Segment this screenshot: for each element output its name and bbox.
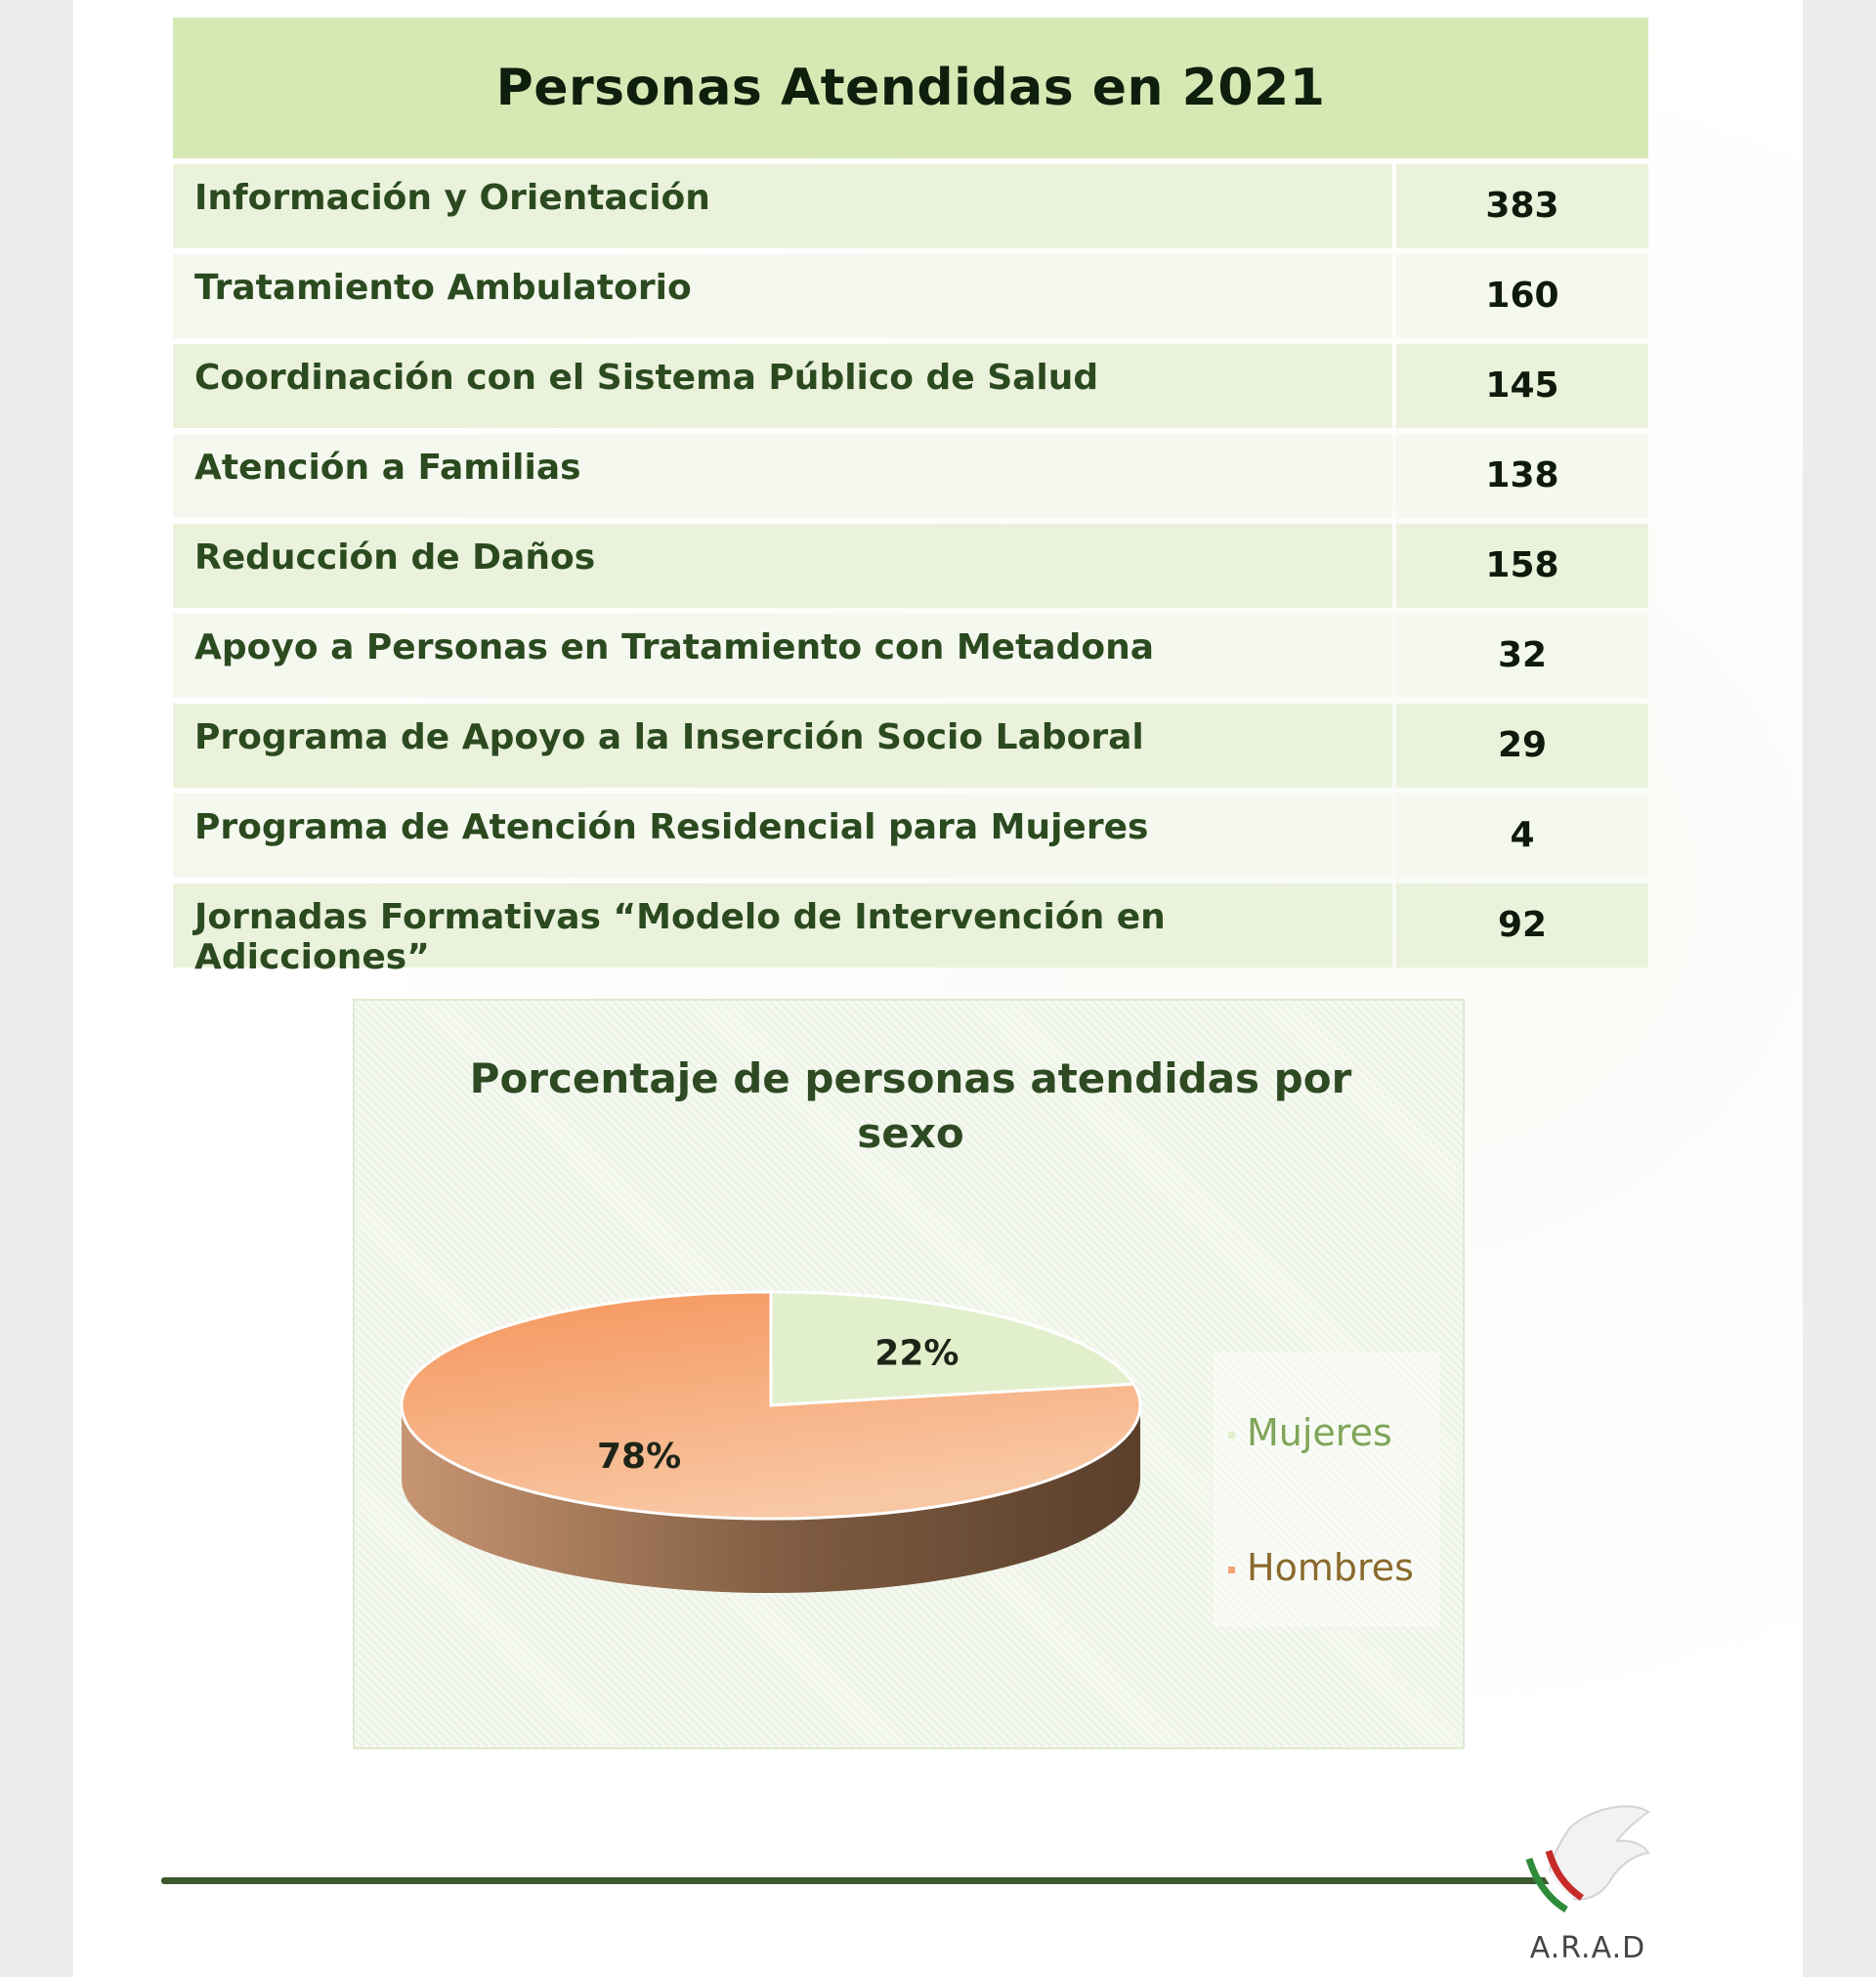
table-title: Personas Atendidas en 2021 [495,59,1326,117]
pie-data-label: 78% [596,1437,682,1478]
table-row [173,614,1648,698]
chart-title-line-2: sexo [857,1109,964,1157]
row-label: Jornadas Formativas “Modelo de Intervención en Adicciones” [173,883,1392,967]
table-row [173,164,1648,248]
document-page [73,0,1803,1977]
legend-swatch [1228,1432,1235,1439]
row-value: 158 [1396,524,1648,608]
row-label: Programa de Apoyo a la Inserción Socio Laboral [173,704,1392,788]
pie-data-label: 22% [874,1333,959,1374]
table-row [173,524,1648,608]
table-row [173,704,1648,788]
legend-label: Mujeres [1247,1411,1392,1454]
table-row [173,434,1648,518]
dove-logo [1502,1790,1678,1927]
row-value: 29 [1396,704,1648,788]
attended-people-table [173,18,1648,977]
legend-swatch [1228,1567,1235,1573]
row-value: 160 [1396,254,1648,338]
row-label: Información y Orientación [173,164,1392,248]
legend-item-mujeres [1228,1411,1392,1454]
table-row [173,883,1648,977]
row-value: 145 [1396,344,1648,428]
table-row [173,344,1648,428]
table-row [173,254,1648,338]
row-value: 138 [1396,434,1648,518]
row-label: Reducción de Daños [173,524,1392,608]
legend-item-hombres [1228,1546,1414,1589]
row-label: Coordinación con el Sistema Público de Salud [173,344,1392,428]
row-value: 383 [1396,164,1648,248]
chart-title-line-1: Porcentaje de personas atendidas por [469,1054,1352,1102]
chart-legend [1215,1353,1439,1626]
row-value: 32 [1396,614,1648,698]
table-row [173,794,1648,878]
logo-text: A.R.A.D [1529,1931,1646,1965]
footer-divider [161,1877,1576,1884]
row-label: Tratamiento Ambulatorio [173,254,1392,338]
table-header [173,18,1648,158]
pie-top [402,1292,1140,1519]
legend-label: Hombres [1247,1546,1414,1589]
row-label: Apoyo a Personas en Tratamiento con Metadona [173,614,1392,698]
row-value: 4 [1396,794,1648,878]
pie-chart-panel [353,999,1465,1749]
row-label: Atención a Familias [173,434,1392,518]
row-value: 92 [1396,883,1648,967]
row-label: Programa de Atención Residencial para Mujeres [173,794,1392,878]
